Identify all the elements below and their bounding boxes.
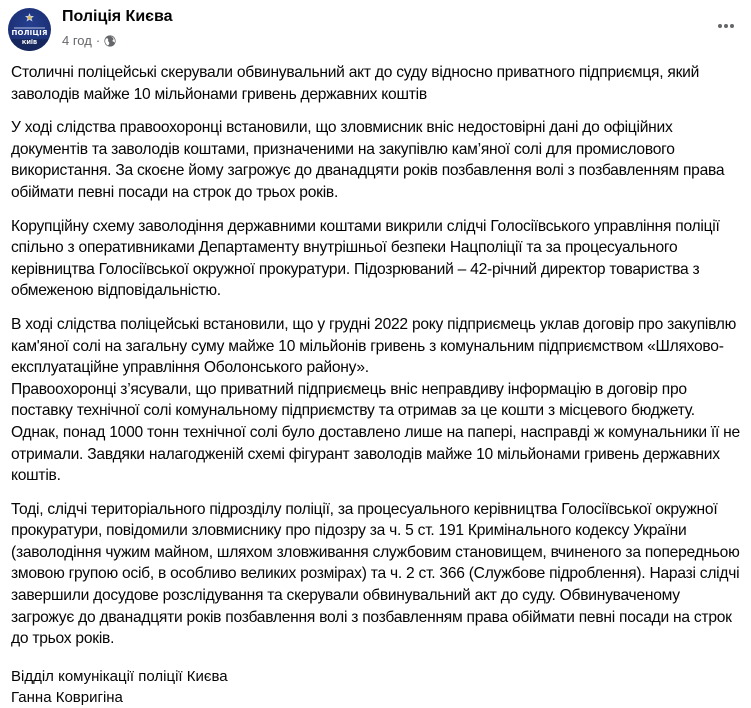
post-paragraph: Тоді, слідчі територіального підрозділу поліції, за процесуального керівництва Голосіївської окружної прокуратури, повідомили зловмиснику про підозру за ч. 5 ст. 191 Кримінального кодексу України (заволодіння чужим майном, шляхом зловживання службовим становищем, вчиненого за попередньою змовою групою осіб, в особливо великих розмірах) та ч. 2 ст. 366 (Службове підроблення). Наразі слідчі завершили досудове розслідування та скерували обвинувальний акт до суду. Обвинуваченому загрожує до дванадцяти років позбавлення волі з позбавленням права обіймати певні посади на строк до трьох років. [11, 500, 740, 648]
page-name-link[interactable]: Поліція Києва [62, 8, 173, 25]
post-paragraph: Правоохоронці з’ясували, що приватний підприємець вніс неправдиву інформацію в договір про поставку технічної солі комунальному підприємству та отримав за це кошти з місцевого бюджету. Однак, понад 1000 тонн технічної солі було доставлено лише на папері, насправді ж комунальники її не отримали. Завдяки налагодженій схемі фігурант заволодів майже 10 мільйонами гривень державних коштів. [11, 380, 740, 485]
signature-department: Відділ комунікації поліції Києва [11, 668, 228, 685]
globe-icon[interactable] [104, 35, 116, 47]
police-star-icon [24, 13, 35, 24]
post-paragraph: Корупційну схему заволодіння державними коштами викрили слідчі Голосіївського управління поліції спільно з оперативниками Департаменту внутрішньої безпеки Нацполіції та за процесуального керівництва Голосіївської окружної прокуратури. Підозрюваний – 42-річний директор товариства з обмеженою відповідальністю. [11, 217, 720, 300]
avatar[interactable] [8, 8, 51, 51]
more-options-button[interactable] [712, 16, 740, 36]
signature-author: Ганна Ковригіна [11, 689, 123, 706]
post-meta [62, 33, 116, 48]
post-signature [11, 666, 228, 708]
avatar-city-band: КИЇВ [8, 39, 51, 51]
meta-separator: · [95, 33, 101, 48]
more-dot [718, 24, 722, 28]
post-body [11, 62, 746, 662]
post-paragraph: В ході слідства поліцейські встановили, що у грудні 2022 року підприємець уклав договір про закупівлю кам'яної солі на загальну суму майже 10 мільйонів гривень з комунальним підприємством «Шляхово-експлуатаційне управління Оболонського району». [11, 315, 737, 377]
post-header [0, 0, 751, 58]
avatar-main-text: ПОЛІЦІЯ [11, 29, 48, 37]
more-dot [730, 24, 734, 28]
post-paragraph: У ході слідства правоохоронці встановили, що зловмисник вніс недостовірні дані до офіційних документів та заволодів коштами, призначеними на закупівлю кам’яної солі для промислового використання. За скоєне йому загрожує до дванадцяти років позбавлення волі з позбавленням права обіймати певні посади на строк до трьох років. [11, 119, 725, 201]
post-paragraph-lead: Столичні поліцейські скерували обвинувальний акт до суду відносно приватного підприємця, який заволодів майже 10 мільйонами гривень державних коштів [11, 64, 700, 103]
more-dot [724, 24, 728, 28]
post-timestamp[interactable]: 4 год [62, 33, 92, 48]
